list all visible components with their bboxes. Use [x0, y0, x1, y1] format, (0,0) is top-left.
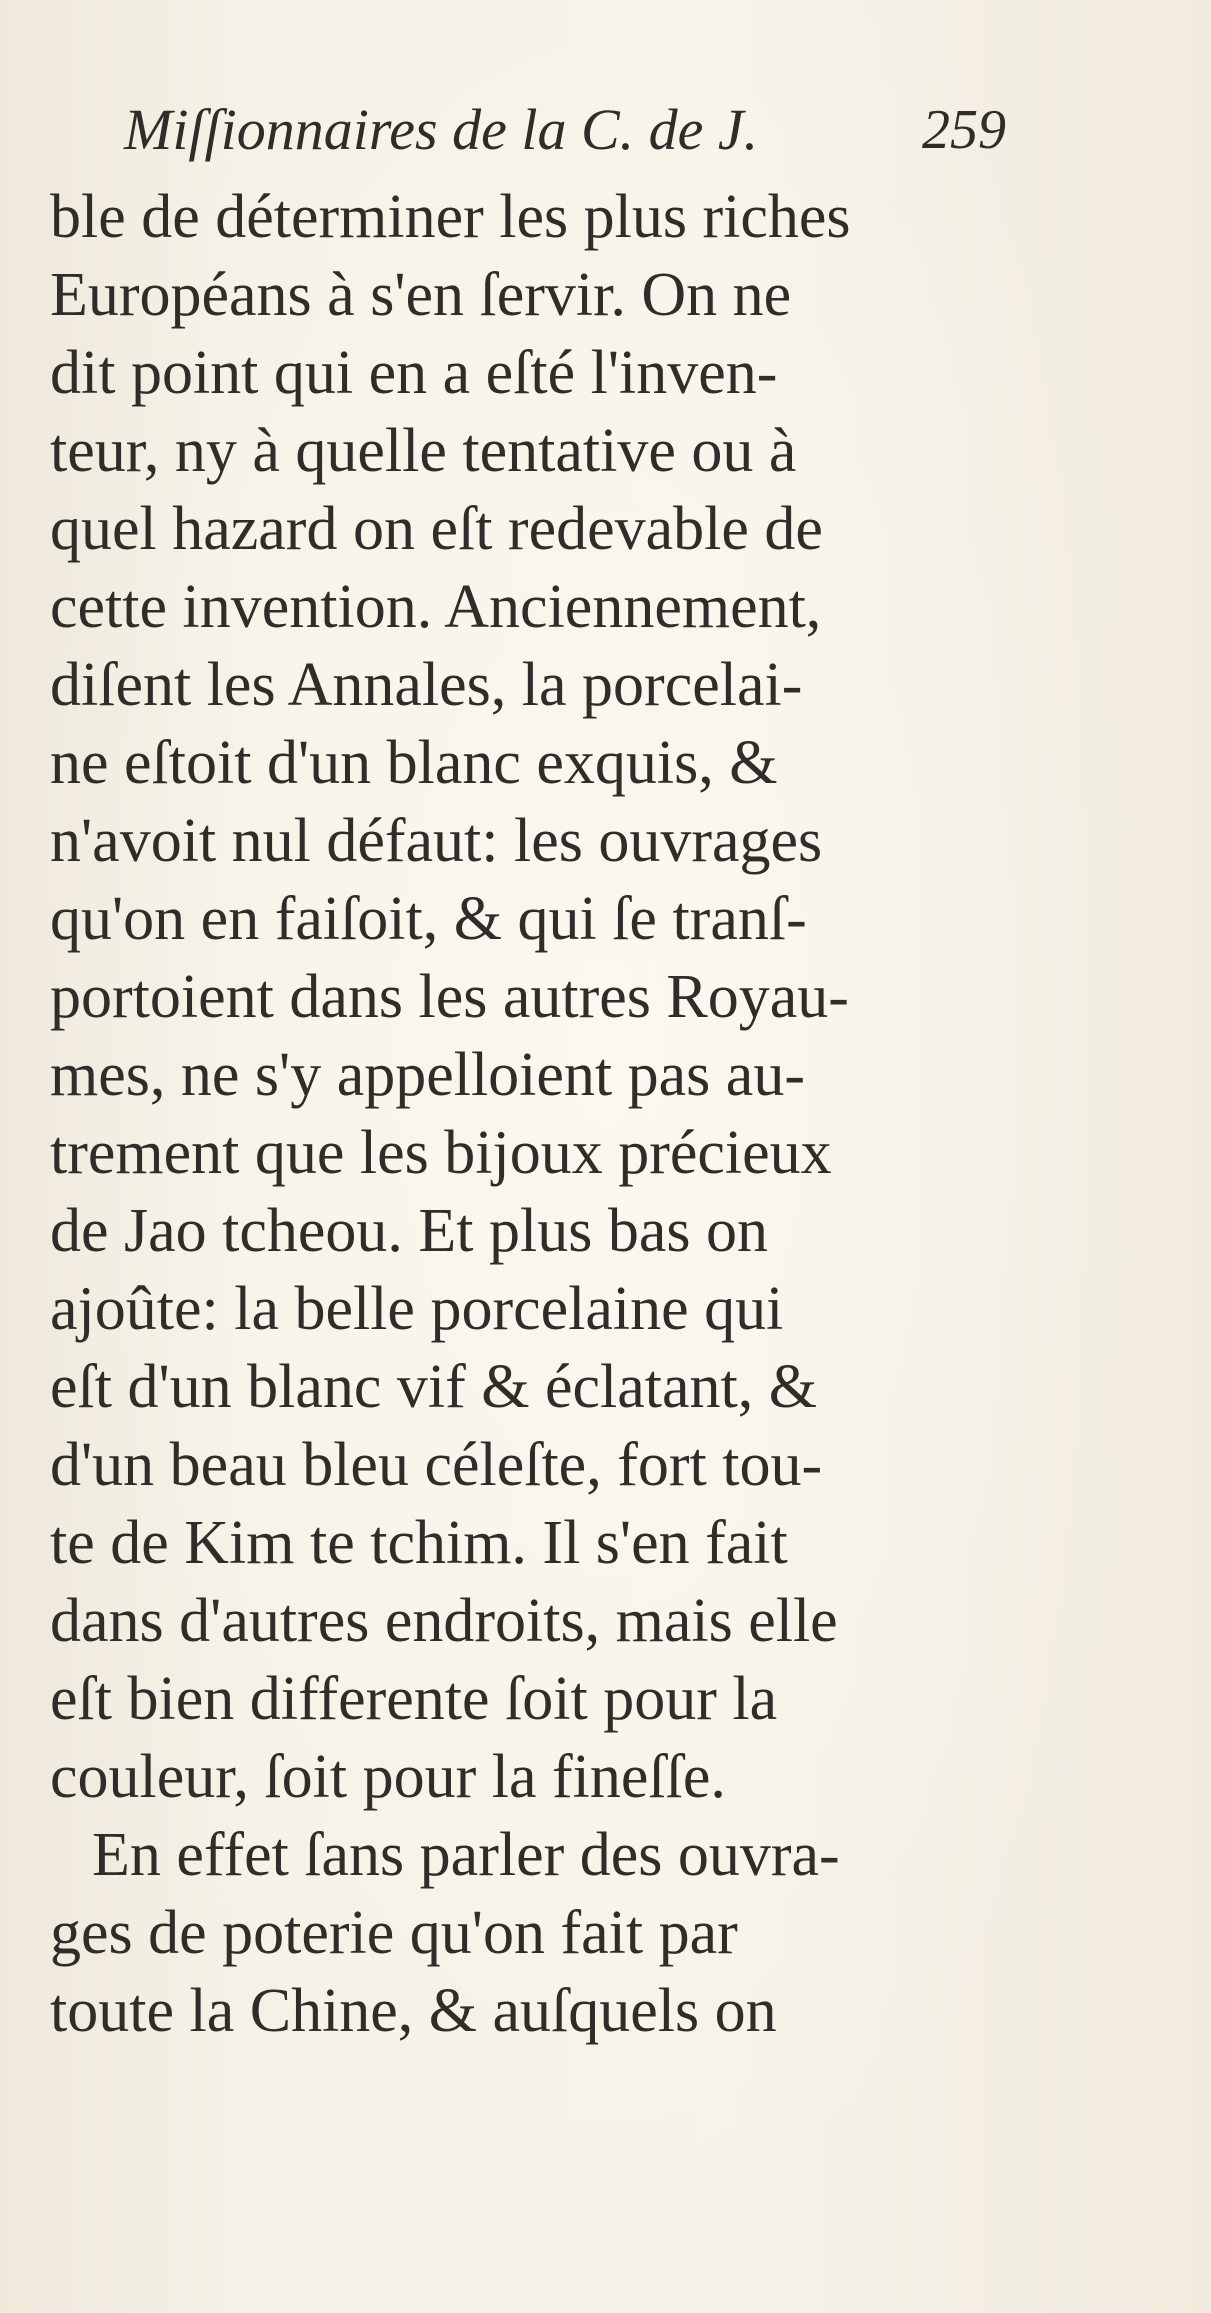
text-line: te de Kim te tchim. Il s'en fait [50, 1509, 788, 1577]
text-line: d'un beau bleu céleſte, fort tou- [50, 1431, 823, 1499]
text-line: ges de poterie qu'on fait par [50, 1899, 738, 1967]
text-line: toute la Chine, & auſquels on [50, 1977, 777, 2045]
text-line: ble de déterminer les plus riches [50, 183, 851, 251]
text-line: diſent les Annales, la porcelai- [50, 651, 803, 719]
text-line: portoient dans les autres Royau- [50, 963, 849, 1031]
text-line: teur, ny à quelle tentative ou à [50, 417, 797, 485]
text-line: Européans à s'en ſervir. On ne [50, 261, 792, 329]
text-line: dit point qui en a eſté l'inven- [50, 339, 778, 407]
text-line: eſt d'un blanc vif & éclatant, & [50, 1353, 817, 1421]
text-line: ne eſtoit d'un blanc exquis, & [50, 729, 778, 797]
page-number: 259 [922, 99, 1006, 161]
text-line: n'avoit nul défaut: les ouvrages [50, 807, 823, 875]
text-line: qu'on en faiſoit, & qui ſe tranſ- [50, 885, 807, 953]
text-line: eſt bien differente ſoit pour la [50, 1665, 778, 1733]
text-line: couleur, ſoit pour la fineſſe. [50, 1743, 726, 1811]
text-line: dans d'autres endroits, mais elle [50, 1587, 838, 1655]
text-line: En effet ſans parler des ouvra- [92, 1821, 840, 1889]
text-line: trement que les bijoux précieux [50, 1119, 832, 1187]
text-line: mes, ne s'y appelloient pas au- [50, 1041, 805, 1109]
page-header [124, 95, 1006, 165]
text-line: de Jao tcheou. Et plus bas on [50, 1197, 769, 1265]
text-line: ajoûte: la belle porcelaine qui [50, 1275, 784, 1343]
text-line: cette invention. Anciennement, [50, 573, 822, 641]
text-line: quel hazard on eſt redevable de [50, 495, 823, 563]
running-title: Miſſionnaires de la C. de J. [124, 97, 759, 162]
